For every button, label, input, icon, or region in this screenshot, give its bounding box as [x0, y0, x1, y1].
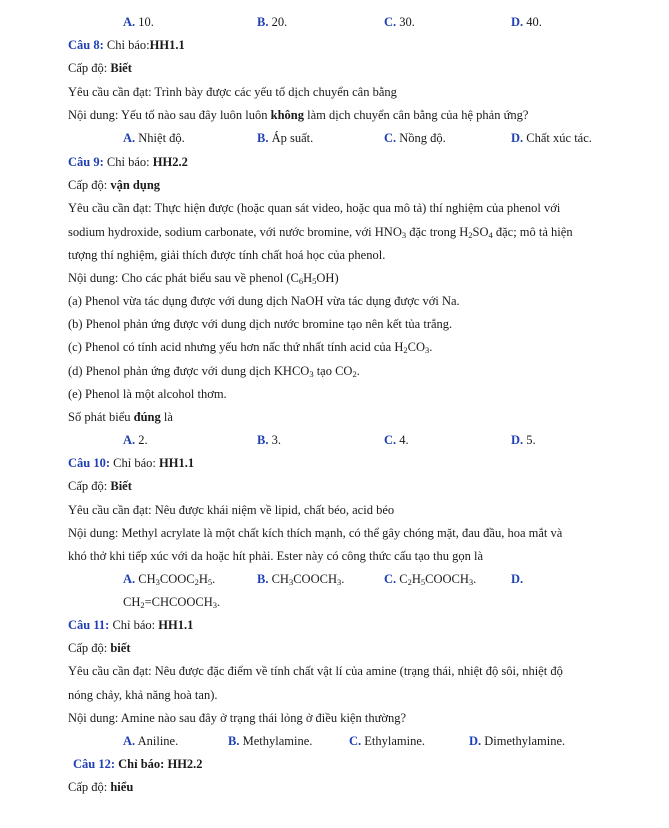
q10-requirement: Yêu cầu cần đạt: Nêu được khái niệm về lipid, chất béo, acid béo	[68, 503, 395, 517]
q9-requirement-line-1: Yêu cầu cần đạt: Thực hiện được (hoặc quan sát video, hoặc qua mô tả) thí nghiệm của phenol với	[68, 201, 561, 215]
q10-option-b: B. $CH_3COOCH_3$.	[257, 572, 345, 587]
q10-question-line-2: khó thở khi tiếp xúc với da hoặc hít phải. Ester này có công thức cấu tạo thu gọn là	[68, 549, 484, 563]
q11-level: Cấp độ: biết	[68, 641, 131, 655]
q7-option-c: C. 30.	[384, 15, 415, 29]
q8-option-a: A. Nhiệt độ.	[123, 131, 185, 145]
q11-requirement-line-2: nóng chảy, khả năng hoà tan).	[68, 688, 218, 702]
q9-option-a: A. 2.	[123, 433, 148, 447]
q8-option-d: D. Chất xúc tác.	[511, 131, 592, 145]
q9-statement-a: (a) Phenol vừa tác dụng được với dung dịch NaOH vừa tác dụng được với Na.	[68, 294, 460, 308]
q8-requirement: Yêu cầu cần đạt: Trình bày được các yếu tố dịch chuyển cân bằng	[68, 85, 397, 99]
q9-statement-d: (d) Phenol phản ứng được với dung dịch $KHCO_3$ tạo $CO_2$.	[68, 364, 360, 379]
q9-requirement-line-3: tượng thí nghiệm, giải thích được tính chất hoá học của phenol.	[68, 248, 386, 262]
q12-header: Câu 12: Chỉ báo: HH2.2	[73, 757, 203, 771]
q9-option-b: B. 3.	[257, 433, 281, 447]
q7-option-b: B. 20.	[257, 15, 288, 29]
q10-option-c: C. $C_2H_5COOCH_3$.	[384, 572, 477, 587]
q9-prompt: Số phát biểu đúng là	[68, 410, 173, 424]
q8-header: Câu 8: Chỉ báo:HH1.1	[68, 38, 185, 52]
q9-option-d: D. 5.	[511, 433, 536, 447]
q10-question-line-1: Nội dung: Methyl acrylate là một chất kích thích mạnh, có thể gây chóng mặt, đau đầu, hoa mắt và	[68, 526, 563, 540]
q8-question: Nội dung: Yếu tố nào sau đây luôn luôn không làm dịch chuyển cân bằng của hệ phản ứng?	[68, 108, 529, 122]
q11-requirement-line-1: Yêu cầu cần đạt: Nêu được đặc điểm về tính chất vật lí của amine (trạng thái, nhiệt độ sôi, nhiệt độ	[68, 664, 563, 678]
q11-option-d: D. Dimethylamine.	[469, 734, 566, 748]
q9-statement-e: (e) Phenol là một alcohol thơm.	[68, 387, 227, 401]
q9-option-c: C. 4.	[384, 433, 409, 447]
q9-statement-b: (b) Phenol phản ứng được với dung dịch nước bromine tạo nên kết tủa trắng.	[68, 317, 453, 331]
q9-requirement-line-2: sodium hydroxide, sodium carbonate, với nước bromine, với $HNO_3$ đặc trong $H_2SO_4$ đặc; mô tả hiện	[68, 225, 573, 240]
q8-level: Cấp độ: Biết	[68, 61, 132, 75]
q12-level: Cấp độ: hiểu	[68, 780, 134, 794]
q10-option-d: $CH_2=CHCOOCH_3$.	[123, 595, 221, 610]
q10-option-d-letter: D.	[511, 572, 524, 586]
q9-question: Nội dung: Cho các phát biểu sau về phenol $(C_6H_5OH)$	[68, 271, 339, 286]
q11-option-b: B. Methylamine.	[228, 734, 313, 748]
q8-option-b: B. Áp suất.	[257, 131, 314, 145]
q11-header: Câu 11: Chỉ báo: HH1.1	[68, 618, 194, 632]
q10-level: Cấp độ: Biết	[68, 479, 132, 493]
q11-option-a: A. Aniline.	[123, 734, 179, 748]
q10-header: Câu 10: Chỉ báo: HH1.1	[68, 456, 195, 470]
q11-option-c: C. Ethylamine.	[349, 734, 426, 748]
q7-option-a: A. 10.	[123, 15, 154, 29]
q9-level: Cấp độ: vận dụng	[68, 178, 161, 192]
q8-option-c: C. Nồng độ.	[384, 131, 446, 145]
q7-option-d: D. 40.	[511, 15, 542, 29]
q9-statement-c: (c) Phenol có tính acid nhưng yếu hơn nấc thứ nhất tính acid của $H_2CO_3$.	[68, 340, 433, 355]
q11-question: Nội dung: Amine nào sau đây ở trạng thái lỏng ở điều kiện thường?	[68, 711, 407, 725]
q10-option-a: A. $CH_3COOC_2H_5$.	[123, 572, 216, 587]
q9-header: Câu 9: Chỉ báo: HH2.2	[68, 155, 188, 169]
